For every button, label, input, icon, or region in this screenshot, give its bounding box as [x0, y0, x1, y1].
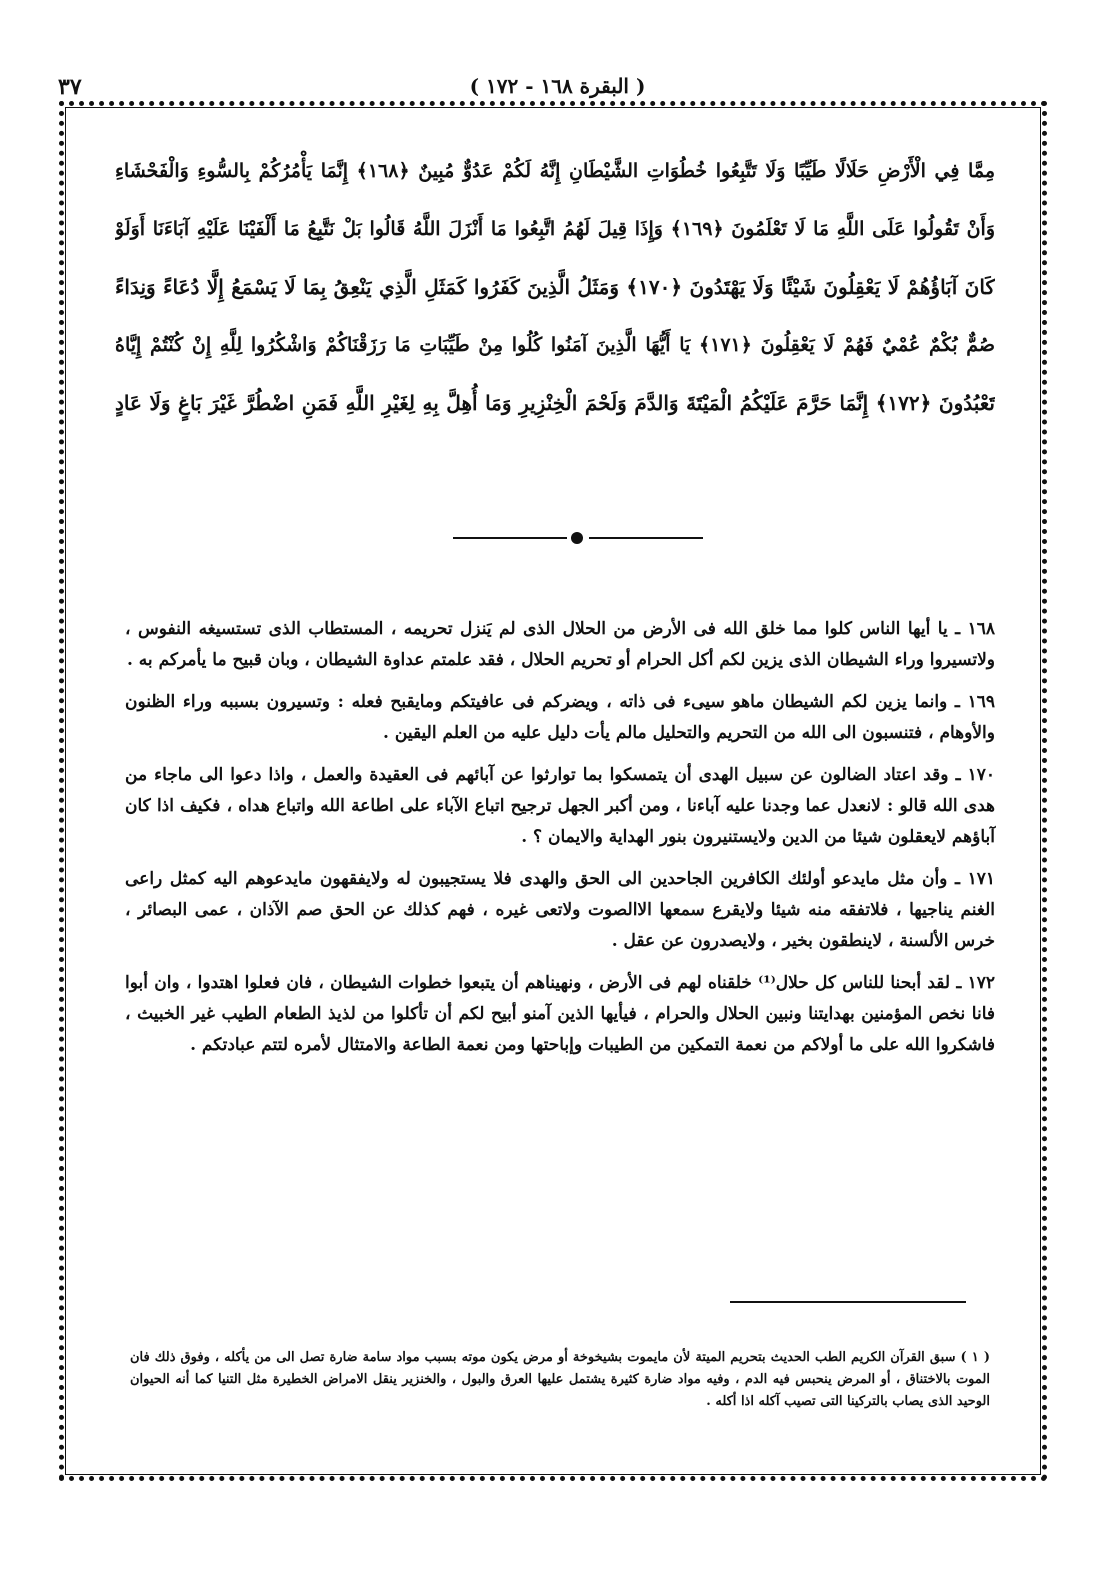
tafsir-paragraph: ١٦٩ ـ وانما يزين لكم الشيطان ماهو سيىء فى ذاته ، ويضركم فى عافيتكم ومايقبح فعله : وتسيرون بسببه وراء الظنون والأوهام ، فتنسبون الى الله من التحريم والتحليل مالم يأت دليل عليه من العلم اليقين .: [125, 692, 995, 743]
tafsir-paragraph: ١٧١ ـ وأن مثل مايدعو أولئك الكافرين الجاحدين الى الحق والهدى فلا يستجيبون له ولايفقهون مايدعوهم اليه كمثل راعى الغنم يناجيها ، فلاتفقه منه شيئا ولايقرع سمعها الاالصوت ولاتعى غيره ، فهم كذلك عن الحق صم الآذان ، عمى البصائر ، خرس الألسنة ، لاينطقون بخير ، ولايصدرون عن عقل .: [125, 869, 995, 951]
verse-line: تَعْبُدُونَ ﴿١٧٢﴾ إِنَّمَا حَرَّمَ عَلَيْكُمُ الْمَيْتَةَ وَالدَّمَ وَلَحْمَ الْخِنْزِيرِ وَمَا أُهِلَّ بِهِ لِغَيْرِ اللَّهِ فَمَنِ اضْطُرَّ غَيْرَ بَاغٍ وَلَا عَادٍ: [115, 391, 995, 415]
page-number: ٣٧: [58, 74, 82, 100]
footnote: ( ١ ) سبق القرآن الكريم الطب الحديث بتحريم الميتة لأن مايموت بشيخوخة أو مرض يكون موته بسبب مواد سامة ضارة تصل الى من يأكله ، وفوق ذلك فان الموت بالاختناق ، أو المرض ينحبس فيه الدم ، وفيه مواد ضارة كثيرة يشتمل عليها العرق والبول ، والخنزير ينقل الامراض الخطيرة مثل التنيا كما أنه الحيوان الوحيد الذى يصاب بالتركينا التى تصيب آكله اذا أكله .: [130, 1350, 990, 1409]
section-ornament: [453, 530, 703, 546]
verse-line: وَأَنْ تَقُولُوا عَلَى اللَّهِ مَا لَا تَعْلَمُونَ ﴿١٦٩﴾ وَإِذَا قِيلَ لَهُمُ اتَّبِعُوا مَا أَنْزَلَ اللَّهُ قَالُوا بَلْ نَتَّبِعُ مَا أَلْفَيْنَا عَلَيْهِ آبَاءَنَا أَوَلَوْ: [115, 218, 995, 240]
ornament-bar-left: [453, 537, 567, 539]
ornament-bar-right: [589, 537, 703, 539]
ornament-dot: [571, 532, 583, 544]
tafsir-paragraph: ١٧٠ ـ وقد اعتاد الضالون عن سبيل الهدى أن يتمسكوا بما توارثوا عن آبائهم فى العقيدة والعمل ، واذا دعوا الى ماجاء من هدى الله قالو : لانعدل عما وجدنا عليه آباءنا ، ومن أكبر الجهل ترجيح اتباع الآباء على اطاعة الله واتباع هداه ، فكيف اذا كان آباؤهم لايعقلون شيئا من الدين ولايستنيرون بنور الهداية والايمان ؟ .: [125, 765, 995, 847]
tafsir-paragraph: ١٧٢ ـ لقد أبحنا للناس كل حلال⁽¹⁾ خلقناه لهم فى الأرض ، ونهيناهم أن يتبعوا خطوات الشيطان ، فان فعلوا اهتدوا ، وان أبوا فانا نخص المؤمنين بهدايتنا ونبين الحلال والحرام ، فيأيها الذين آمنو أبيح لكم أن تأكلوا من لذيذ الطعام الطيب غير الخبيث ، فاشكروا الله على ما أولاكم من نعمة التمكين من الطيبات وإباحتها ومن نعمة الطاعة والامتثال لأمره لتتم عبادتكم .: [125, 973, 995, 1055]
verse-line: كَانَ آبَاؤُهُمْ لَا يَعْقِلُونَ شَيْئًا وَلَا يَهْتَدُونَ ﴿١٧٠﴾ وَمَثَلُ الَّذِينَ كَفَرُوا كَمَثَلِ الَّذِي يَنْعِقُ بِمَا لَا يَسْمَعُ إِلَّا دُعَاءً وَنِدَاءً: [115, 275, 995, 299]
footnote-rule: [730, 1301, 966, 1303]
tafsir-paragraph: ١٦٨ ـ يا أيها الناس كلوا مما خلق الله فى الأرض من الحلال الذى لم يَنزل تحريمه ، المستطاب الذى تستسيغه النفوس ، ولاتسيروا وراء الشيطان الذى يزين لكم أكل الحرام أو تحريم الحلال ، فقد علمتم عداوة الشيطان ، وبان قبيح ما يأمركم به .: [125, 619, 995, 670]
verse-line: صُمٌّ بُكْمٌ عُمْيٌ فَهُمْ لَا يَعْقِلُونَ ﴿١٧١﴾ يَا أَيُّهَا الَّذِينَ آمَنُوا كُلُوا مِنْ طَيِّبَاتِ مَا رَزَقْنَاكُمْ وَاشْكُرُوا لِلَّهِ إِنْ كُنْتُمْ إِيَّاهُ: [115, 334, 995, 356]
running-head: ( البقرة ١٦٨ - ١٧٢ ): [469, 74, 646, 98]
verse-line: مِمَّا فِي الْأَرْضِ حَلَالًا طَيِّبًا وَلَا تَتَّبِعُوا خُطُوَاتِ الشَّيْطَانِ إِنَّهُ لَكُمْ عَدُوٌّ مُبِينٌ ﴿١٦٨﴾ إِنَّمَا يَأْمُرُكُمْ بِالسُّوءِ وَالْفَحْشَاءِ: [115, 160, 995, 182]
commentary: [125, 614, 995, 1072]
quran-verses: [115, 142, 995, 432]
